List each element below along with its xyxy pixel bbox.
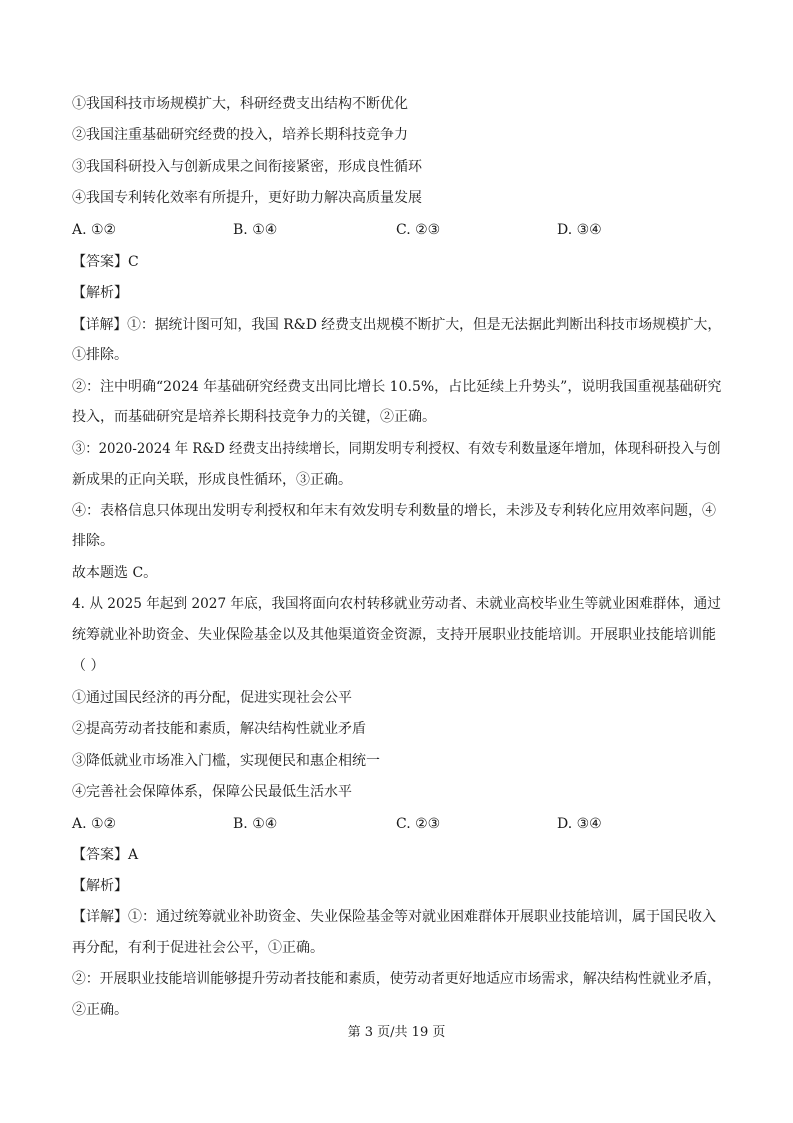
q4-detail-line: ②：开展职业技能培训能够提升劳动者技能和素质，使劳动者更好地适应市场需求，解决结构性就业矛盾， — [72, 971, 721, 987]
q3-item-3: ③我国科研投入与创新成果之间衔接紧密，形成良性循环 — [72, 159, 422, 175]
q3-detail-line: ②：注中明确“2024 年基础研究经费支出同比增长 10.5%，占比延续上升势头”，说明我国重视基础研究 — [72, 379, 722, 395]
q3-detail-line: 投入，而基础研究是培养长期科技竞争力的关键，②正确。 — [72, 409, 436, 425]
q4-item-1: ①通过国民经济的再分配，促进实现社会公平 — [72, 690, 352, 706]
q3-option-b: B. ①④ — [233, 222, 278, 238]
q3-detail-line: ④：表格信息只体现出发明专利授权和年末有效发明专利数量的增长，未涉及专利转化应用效率问题，④ — [72, 503, 716, 519]
q4-detail-line: 【详解】①：通过统筹就业补助资金、失业保险基金等对就业困难群体开展职业技能培训，属于国民收入 — [72, 909, 716, 925]
q4-stem-line: 4. 从 2025 年起到 2027 年底，我国将面向农村转移就业劳动者、未就业高校毕业生等就业困难群体，通过 — [72, 596, 721, 612]
q3-item-2: ②我国注重基础研究经费的投入，培养长期科技竞争力 — [72, 127, 408, 143]
q3-detail-line: 新成果的正向关联，形成良性循环，③正确。 — [72, 472, 352, 488]
page-number-footer: 第 3 页/共 19 页 — [347, 1025, 446, 1040]
q4-detail-line: ②正确。 — [72, 1002, 128, 1018]
q3-option-a: A. ①② — [72, 222, 117, 238]
q3-detail-line: 【详解】①：据统计图可知，我国 R&D 经费支出规模不断扩大，但是无法据此判断出科技市场规模扩大， — [72, 317, 722, 333]
q4-answer-blank: （ ） — [72, 658, 105, 674]
q4-answer: 【答案】A — [72, 847, 139, 863]
q4-option-b: B. ①④ — [233, 816, 278, 832]
q4-item-3: ③降低就业市场准入门槛，实现便民和惠企相统一 — [72, 753, 380, 769]
q3-detail-line: ①排除。 — [72, 347, 128, 363]
q4-item-2: ②提高劳动者技能和素质，解决结构性就业矛盾 — [72, 721, 366, 737]
q3-analysis-label: 【解析】 — [72, 285, 128, 301]
q3-detail-line: 排除。 — [72, 533, 114, 549]
q4-option-a: A. ①② — [72, 816, 117, 832]
q3-item-4: ④我国专利转化效率有所提升，更好助力解决高质量发展 — [72, 190, 422, 206]
q3-option-c: C. ②③ — [396, 222, 441, 238]
q4-analysis-label: 【解析】 — [72, 878, 128, 894]
q3-conclusion: 故本题选 C。 — [72, 565, 158, 581]
q4-option-c: C. ②③ — [396, 816, 441, 832]
q3-item-1: ①我国科技市场规模扩大，科研经费支出结构不断优化 — [72, 96, 408, 112]
q3-answer: 【答案】C — [72, 254, 139, 270]
q3-detail-line: ③：2020-2024 年 R&D 经费支出持续增长，同期发明专利授权、有效专利数量逐年增加，体现科研投入与创 — [72, 441, 721, 457]
q4-detail-line: 再分配，有利于促进社会公平，①正确。 — [72, 940, 324, 956]
q4-option-d: D. ③④ — [557, 816, 602, 832]
q4-stem-line: 统筹就业补助资金、失业保险基金以及其他渠道资金资源，支持开展职业技能培训。开展职业技能培训能 — [72, 627, 716, 643]
q4-item-4: ④完善社会保障体系，保障公民最低生活水平 — [72, 784, 352, 800]
q3-option-d: D. ③④ — [557, 222, 602, 238]
